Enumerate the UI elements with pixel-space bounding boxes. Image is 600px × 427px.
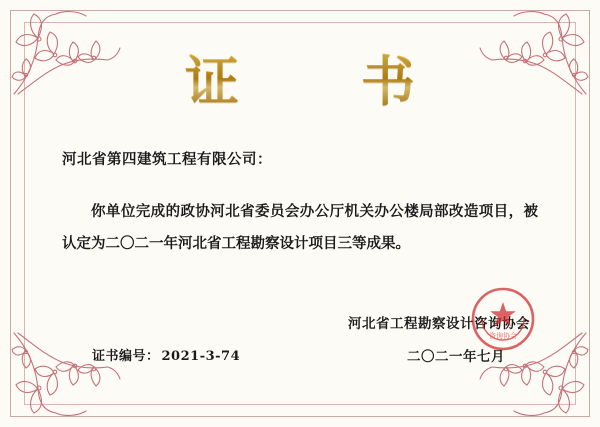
certificate-number-label: 证书编号： [92,349,160,364]
official-seal-icon [470,286,536,352]
certificate-number [92,345,240,364]
issue-date: 二〇二一年七月 [407,349,505,365]
certificate-number-value: 2021-3-74 [161,349,241,364]
svg-text:咨询协会: 咨询协会 [489,332,517,340]
issuing-organization: 河北省工程勘察设计咨询协会 [348,316,530,332]
certificate-body-text: 你单位完成的政协河北省委员会办公厅机关办公楼局部改造项目，被认定为二〇二一年河北省工程勘察设计项目三等成果。 [62,203,538,252]
recipient-name: 河北省第四建筑工程有限公司： [62,151,272,168]
certificate-title: 证 书 [0,52,600,111]
